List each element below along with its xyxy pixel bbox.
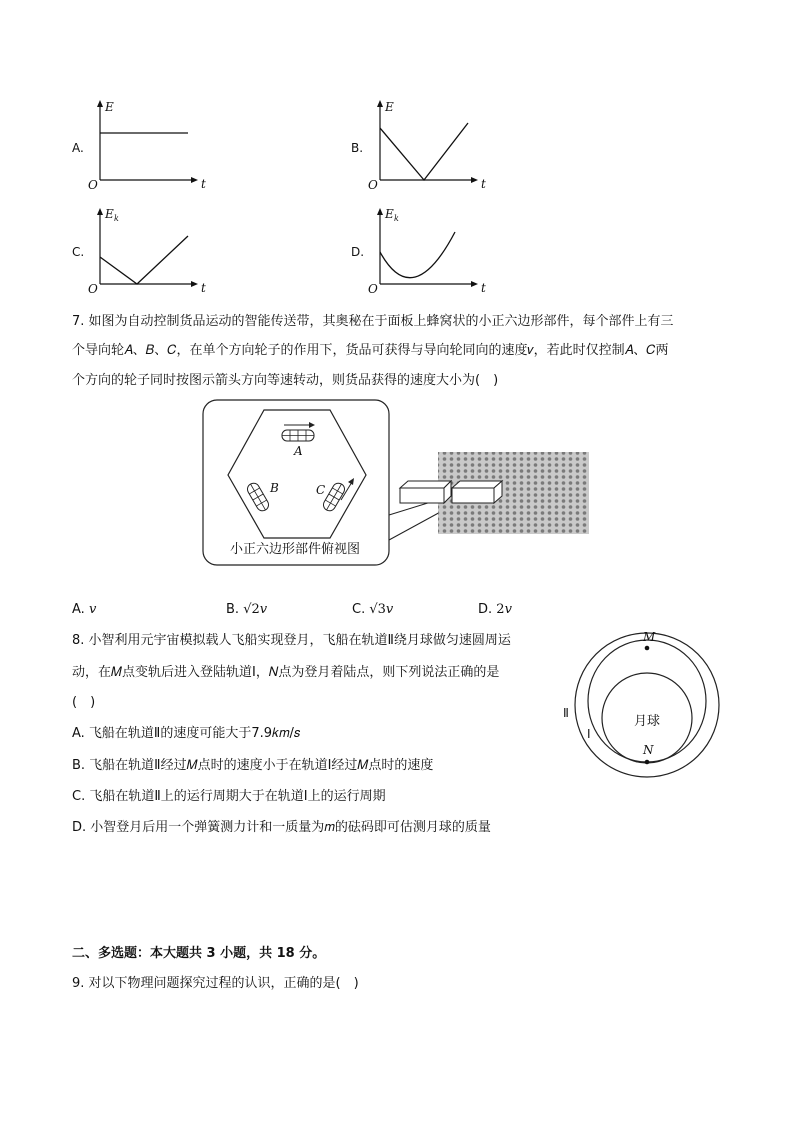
graph-d-xlabel: t bbox=[481, 281, 486, 295]
q8-option-c: C. 飞船在轨道Ⅱ上的运行周期大于在轨道Ⅰ上的运行周期 bbox=[72, 789, 386, 804]
q8-option-d: D. 小智登月后用一个弹簧测力计和一质量为𝑚的砝码即可估测月球的质量 bbox=[72, 820, 491, 835]
option-letter: C. bbox=[352, 602, 366, 617]
option-letter: A. bbox=[72, 602, 85, 617]
q8-line-1: 8. 小智利用元宇宙模拟载人飞船实现登月，飞船在轨道Ⅱ绕月球做匀速圆周运 bbox=[72, 633, 511, 648]
graph-d-origin: O bbox=[368, 282, 378, 296]
label-moon: 月球 bbox=[634, 714, 661, 729]
option-a-letter: A. bbox=[72, 141, 84, 155]
section-heading: 二、多选题：本大题共 3 小题，共 18 分。 bbox=[72, 946, 326, 961]
label-m: M bbox=[643, 630, 656, 644]
graph-c-origin: O bbox=[88, 282, 98, 296]
graph-b-origin: O bbox=[368, 178, 378, 192]
graph-a-origin: O bbox=[88, 178, 98, 192]
option-letter: D. bbox=[478, 602, 493, 617]
option-letter: B. bbox=[226, 602, 240, 617]
graph-c-xlabel: t bbox=[201, 281, 206, 295]
wheel-c-label: C bbox=[316, 483, 326, 497]
option-value: √3𝑣 bbox=[369, 602, 394, 617]
q9-line-1: 9. 对以下物理问题探究过程的认识，正确的是( ) bbox=[72, 976, 359, 991]
graph-b-xlabel: t bbox=[481, 177, 486, 191]
label-orbit-1: Ⅰ bbox=[587, 727, 591, 741]
graph-a-xlabel: t bbox=[201, 177, 206, 191]
option-b-letter: B. bbox=[351, 141, 364, 155]
option-d-letter: D. bbox=[351, 245, 365, 259]
label-n: N bbox=[643, 743, 654, 757]
graph-b-ylabel: E bbox=[385, 100, 394, 114]
option-value: 2𝑣 bbox=[496, 602, 512, 617]
q8-option-a: A. 飞船在轨道Ⅱ的速度可能大于7.9𝑘𝑚/𝑠 bbox=[72, 726, 301, 741]
q7-line-3: 个方向的轮子同时按图示箭头方向等速转动，则货品获得的速度大小为( ) bbox=[72, 373, 499, 388]
q8-line-2: 动，在𝑀点变轨后进入登陆轨道Ⅰ，𝑁点为登月着陆点，则下列说法正确的是 bbox=[72, 665, 500, 680]
q7-line-2: 个导向轮𝐴、𝐵、𝐶，在单个方向轮子的作用下，货品可获得与导向轮同向的速度𝑣，若此时仅控制𝐴、𝐶两 bbox=[72, 343, 669, 358]
figure-caption: 小正六边形部件俯视图 bbox=[230, 542, 361, 557]
graph-d-ylabel: E bbox=[385, 207, 394, 221]
point-m bbox=[645, 646, 650, 651]
graph-c-ylabel: E bbox=[105, 207, 114, 221]
option-c-letter: C. bbox=[72, 245, 85, 259]
graph-a-ylabel: E bbox=[105, 100, 114, 114]
q8-line-3: ( ) bbox=[72, 695, 96, 710]
wheel-a-label: A bbox=[294, 444, 303, 458]
q7-line-1: 7. 如图为自动控制货品运动的智能传送带，其奥秘在于面板上蜂窝状的小正六边形部件，每个部件上有三 bbox=[72, 314, 674, 329]
point-n bbox=[645, 760, 650, 765]
q8-option-b: B. 飞船在轨道Ⅱ经过𝑀点时的速度小于在轨道Ⅰ经过𝑀点时的速度 bbox=[72, 758, 434, 773]
label-orbit-2: Ⅱ bbox=[563, 706, 569, 720]
wheel-b-label: B bbox=[270, 481, 279, 495]
option-value: √2𝑣 bbox=[243, 602, 268, 617]
graph-d-ysub: k bbox=[394, 214, 399, 223]
option-value: 𝑣 bbox=[88, 602, 97, 617]
graph-c-ysub: k bbox=[114, 214, 119, 223]
